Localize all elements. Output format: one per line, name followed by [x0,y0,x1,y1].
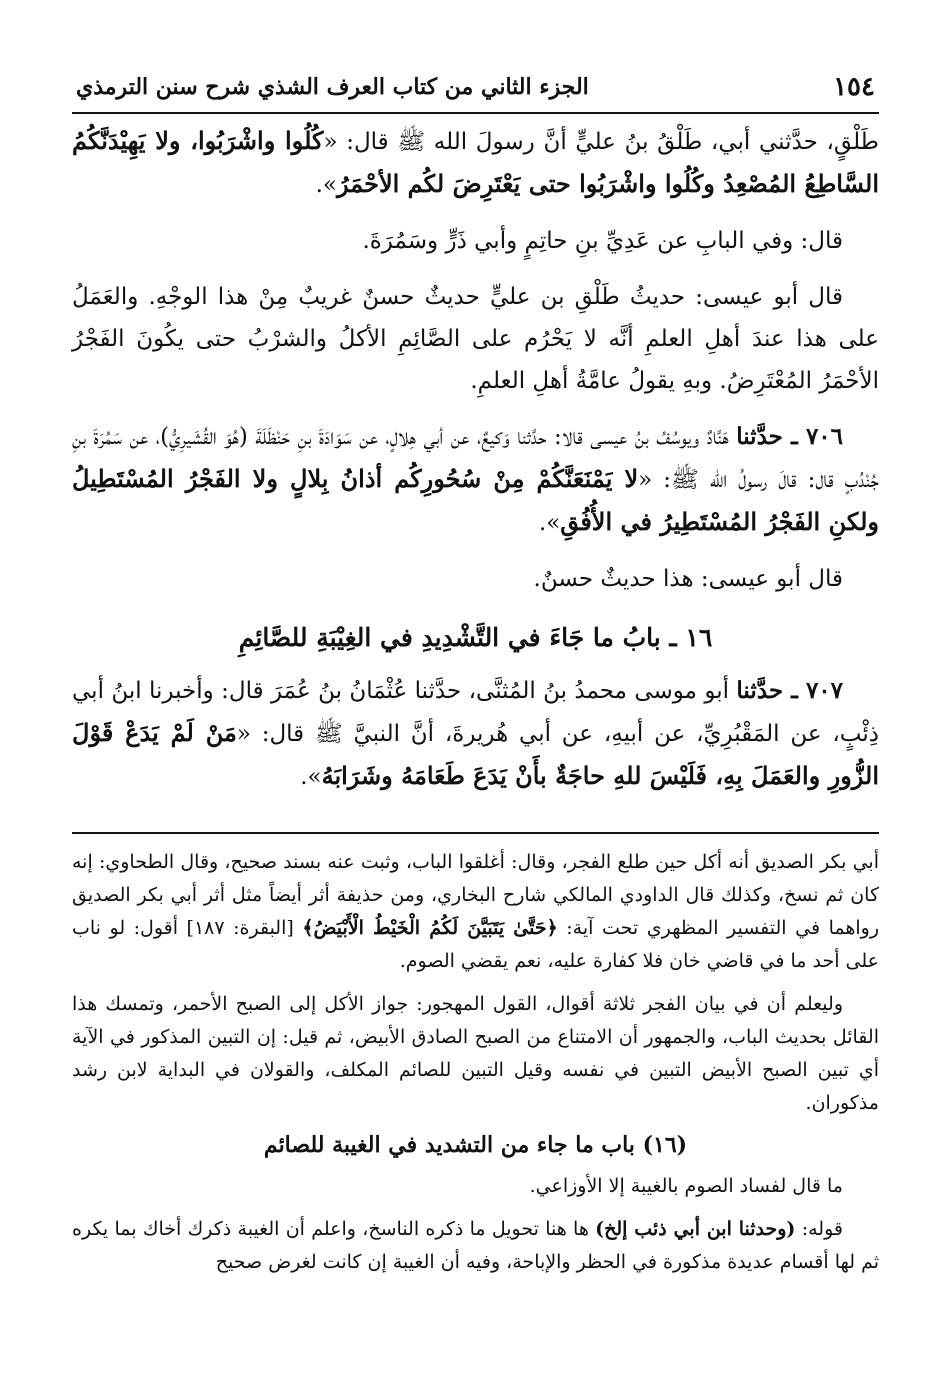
quran-verse: ﴿حَتَّىٰ يَتَبَيَّنَ لَكُمُ الْخَيْطُ الْأَبْيَضُ﴾ [302,917,558,939]
hadith-number: ٧٠٦ ـ حدَّثنا [736,423,843,450]
note-paragraph [72,846,879,978]
hadith-text: مَنْ لَمْ يَدَعْ قَوْلَ الزُّورِ والعَمَلَ بِهِ، فَلَيْسَ للهِ حاجَةٌ بأَنْ يَدَعَ طَعَامَهُ وشَرَابَهُ [72,718,879,790]
isnad-text: أبو موسى محمدُ بنُ المُثنَّى، حدَّثنا عُثْمَانُ بنُ عُمَرَ قال: وأخبرنا ابنُ أبي ذِئْبٍ، عن المَقْبُرِيِّ، عن أبيهِ، عن أبي هُريرةَ، أنَّ النبيَّ ﷺ قال: « [72,678,879,747]
note-paragraph: ما قال لفساد الصوم بالغيبة إلا الأوزاعي. [529,1175,843,1197]
note-quote: (وحدثنا ابن أبي ذئب إلخ) [595,1218,796,1240]
quote-close: ». [300,764,322,790]
note-text: أبي بكر الصديق أنه أكل حين طلع الفجر، وقال: أغلقوا الباب، وثبت عنه بسند صحيح، وقال الطحاوي: إنه كان ثم نسخ، وكذلك قال الداودي المالكي شارح البخاري، ومن حذيفة أثر أيضاً مثل أثر أبي بكر الصديق رواهما في التفسير المظهري تحت آية: [72,851,879,939]
commentary-notes [72,846,879,1279]
note-text: [البقرة: ١٨٧] أقول: لو ناب على أحد ما في قاضي خان فلا كفارة عليه، نعم يقضي الصوم. [72,917,879,972]
hadith-paragraph-707 [72,670,879,798]
page-header [72,68,879,114]
note-text: ها هنا تحويل ما ذكره الناسخ، واعلم أن الغيبة ذكرك أخاك بما يكره ثم لها أقسام عديدة مذكورة في الحظر والإباحة، وفيه أن الغيبة إن كانت لغرض صحيح [72,1218,879,1273]
paragraph-chapter-narrators: قال: وفي البابِ عن عَدِيِّ بنِ حاتِمٍ وأبي ذَرٍّ وسَمُرَةَ. [362,228,843,254]
paragraph-abu-isa-hasan: قال أبو عيسى: هذا حديثٌ حسنٌ. [533,566,843,592]
hadith-number: ٧٠٧ ـ حدَّثنا [736,677,843,704]
chapter-heading: ١٦ ـ بابُ ما جَاءَ في التَّشْدِيدِ في الغِيْبَةِ للصَّائِمِ [238,623,713,652]
hadith-paragraph-705 [72,120,879,206]
paragraph-text: طَلْقٍ، حدَّثني أبي، طَلْقُ بنُ عليٍّ أنَّ رسولَ الله ﷺ قال: « [323,129,879,155]
main-text [72,120,879,798]
note-paragraph [72,1213,879,1279]
quote-close: ». [538,510,561,536]
running-title: الجزء الثاني من كتاب العرف الشذي شرح سنن الترمذي [76,74,589,100]
note-text: قوله: [795,1218,843,1240]
hadith-text: كُلُوا واشْرَبُوا، ولا يَهِيْدَنَّكُمُ السَّاطِعُ المُصْعِدُ وكُلُوا واشْرَبُوا حتى يَعْتَرِضَ لكُم الأحْمَرُ [72,126,879,198]
footnote-divider [72,832,879,834]
paragraph-abu-isa-grading: قال أبو عيسى: حديثُ طَلْقِ بن عليٍّ حديثٌ حسنٌ غريبٌ مِنْ هذا الوجْهِ. والعَمَلُ على هذا عندَ أهلِ العلمِ أنَّه لا يَحْرُم على الصَّائِمِ الأكلُ والشرْبُ حتى يكُونَ الفَجْرُ الأحْمَرُ المُعْتَرِضُ. وبهِ يقولُ عامَّةُ أهلِ العلمِ. [72,284,879,394]
notes-chapter-heading: (١٦) باب ما جاء من التشديد في الغيبة للصائم [263,1132,688,1158]
hadith-paragraph-706 [72,416,879,544]
page-number: ١٥٤ [833,72,875,102]
note-paragraph: وليعلم أن في بيان الفجر ثلاثة أقوال، القول المهجور: جواز الأكل إلى الصبح الأحمر، وتمسك هذا القائل بحديث الباب، والجمهور أن الامتناع من الصبح الصادق الأبيض، ثم قيل: إن التبين المذكور في الآية أي تبين الصبح الأبيض التبين في نفسه وقيل التبين للصائم المكلف، والقولان في البداية لابن رشد مذكوران. [72,993,879,1114]
quote-close: ». [315,172,338,198]
hadith-text: لا يَمْنَعَنَّكُمْ مِنْ سُحُورِكُم أذانُ بِلالٍ ولا الفَجْرُ المُسْتَطِيلُ ولكنِ الفَجْرُ المُسْتَطِيرُ في الأُفُقِ [72,464,879,536]
isnad-text: هَنَّادٌ ويوسُفُ بنُ عيسى قالا: حدَّثنا وَكيعٌ، عن أبي هِلالٍ، عن سَوَادَةَ بنِ حَنْظَلَةَ (هُوَ القُشَيرِيُّ)، عن سَمُرَةَ بنِ جُنْدُبٍ قال: قالَ رسولُ الله ﷺ: « [72,424,879,493]
